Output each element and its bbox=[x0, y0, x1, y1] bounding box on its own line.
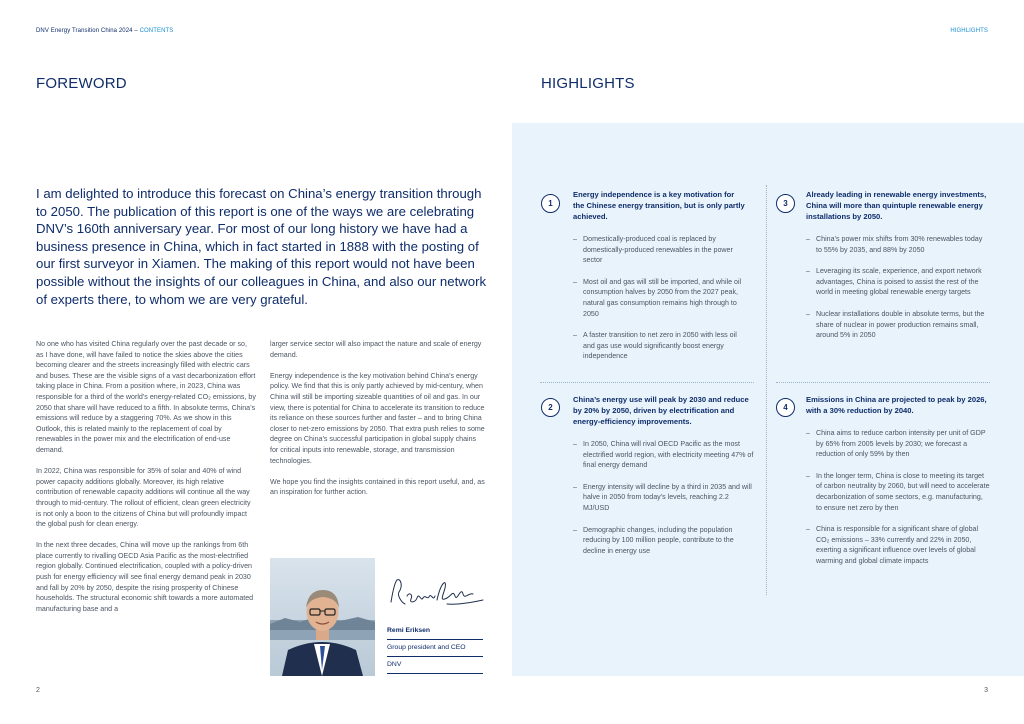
highlight-item-3 bbox=[806, 189, 990, 352]
highlight-number-badge: 2 bbox=[541, 398, 560, 417]
ceo-portrait bbox=[270, 558, 375, 676]
highlight-number-badge: 1 bbox=[541, 194, 560, 213]
page-number-left: 2 bbox=[36, 687, 40, 694]
column-divider bbox=[766, 185, 767, 595]
paragraph: Energy independence is the key motivation behind China’s energy policy. We find that this is only partly achieved by mid-century, when China will still be importing sizeable quantities of oil and gas. In our view, there is potential for China to accelerate its transition to reduce its reliance on these sources further and faster – and to bring China closer to net-zero emissions by 2050. That extra push relies to some degree on China’s successful participation in global supply chains for critical inputs into renewable, storage, and transmission technologies. bbox=[270, 371, 485, 465]
signature-icon bbox=[387, 572, 487, 614]
running-header-left bbox=[36, 28, 173, 34]
list-item: – Domestically-produced coal is replaced by domestically-produced renewables in the power sector bbox=[573, 234, 745, 266]
contents-link[interactable]: CONTENTS bbox=[139, 28, 174, 34]
highlight-item-1 bbox=[573, 189, 745, 373]
list-item: – In 2050, China will rival OECD Pacific as the most electrified world region, with electricity meeting 47% of final energy demand bbox=[573, 439, 757, 471]
page-number-right: 3 bbox=[984, 687, 988, 694]
highlight-bullets bbox=[806, 428, 990, 567]
paragraph: In 2022, China was responsible for 35% of solar and 40% of wind power capacity additions globally. Moreover, its high relative contribution of renewable capacity additions will continue all the way through to mid-century. The rollout of efficient, clean green electricity is not only a boon to the citizens of China but will profoundly impact the global push for clean energy. bbox=[36, 467, 251, 529]
row-divider-right bbox=[776, 382, 990, 383]
list-item: – China’s power mix shifts from 30% renewables today to 55% by 2035, and 88% by 2050 bbox=[806, 234, 990, 255]
paragraph: In the next three decades, China will move up the rankings from 6th place currently to rivalling OECD Asia Pacific as the most-electrified region globally. Continued electrification, coupled with a policy-driven push for energy efficiency will see final energy demand peak in 2030 and fall by 20% by 2050, despite the rising prosperity of Chinese households. The structural economic shift towards a more automated manufacturing base and a bbox=[36, 541, 254, 613]
foreword-column-2 bbox=[270, 339, 485, 509]
paragraph: larger service sector will also impact the nature and scale of energy demand. bbox=[270, 340, 482, 359]
list-item: – In the longer term, China is close to meeting its target of carbon neutrality by 2060, but will need to accelerate decarbonization of some sectors, e.g. manufacturing, to ensure net zero by then bbox=[806, 471, 990, 513]
signer-title: Group president and CEO bbox=[387, 644, 466, 651]
paragraph: No one who has visited China regularly over the past decade or so, as I have done, will have failed to notice the skies above the cities becoming clearer and the streets increasingly filled with electric cars and buses. These are the visible signs of a vast decarbonization effort taking place in China. From a position where, in 2023, China was responsible for a third of the world’s energy-related CO₂ emissions, by 2050 that share will have reduced to a fifth. In absolute terms, China’s emissions will reduce by a staggering 70%. As we show in this Outlook, this is related mainly to the replacement of coal by renewables in the power mix and the electrification of end-use demand. bbox=[36, 340, 256, 454]
paragraph: We hope you find the insights contained in this report useful, and, as an inspiration for further action. bbox=[270, 477, 485, 497]
highlight-heading: Emissions in China are projected to peak by 2026, with a 30% reduction by 2040. bbox=[806, 395, 987, 415]
highlight-heading: Energy independence is a key motivation for the Chinese energy transition, but is only partly achieved. bbox=[573, 190, 745, 221]
portrait-illustration bbox=[270, 558, 375, 676]
signer-name: Remi Eriksen bbox=[387, 627, 431, 634]
list-item: – China aims to reduce carbon intensity per unit of GDP by 65% from 2005 levels by 2030; we forecast a reduction of only 59% by then bbox=[806, 428, 990, 460]
signature bbox=[387, 572, 487, 619]
signature-script: Remi Eriksen bbox=[387, 572, 393, 573]
list-item: – Leveraging its scale, experience, and export network advantages, China is poised to assist the rest of the world in meeting global renewable energy targets bbox=[806, 266, 990, 298]
signature-divider bbox=[387, 673, 483, 674]
foreword-intro: I am delighted to introduce this forecast on China’s energy transition through to 2050. The publication of this report is one of the ways we are celebrating DNV’s 160th anniversary year. For most of our long history we have had a business presence in China, which in fact started in 1888 with the posting of our first surveyor in Xiamen. The making of this report would not have been possible without the insights of our colleagues in China, and also our network of experts there, to whom we are very grateful. bbox=[36, 186, 487, 307]
signature-divider bbox=[387, 656, 483, 657]
highlights-link[interactable]: HIGHLIGHTS bbox=[950, 28, 988, 34]
list-item: – China is responsible for a significant share of global CO₂ emissions – 33% currently and 22% in 2050, exerting a significant influence over levels of global warming and global climate impacts bbox=[806, 524, 990, 566]
highlight-heading: China’s energy use will peak by 2030 and reduce by 20% by 2050, driven by electrification and energy-efficiency improvements. bbox=[573, 395, 749, 426]
row-divider-left bbox=[540, 382, 754, 383]
highlight-number-badge: 3 bbox=[776, 194, 795, 213]
list-item: – Nuclear installations double in absolute terms, but the share of nuclear in power production remains small, around 5% in 2050 bbox=[806, 309, 990, 341]
header-separator: – bbox=[132, 28, 140, 34]
highlight-bullets bbox=[806, 234, 990, 341]
highlight-bullets bbox=[573, 234, 745, 362]
highlight-item-4 bbox=[806, 394, 990, 578]
list-item: – Energy intensity will decline by a third in 2035 and will halve in 2050 from today’s levels, reaching 2.2 MJ/USD bbox=[573, 482, 757, 514]
list-item: – A faster transition to net zero in 2050 with less oil and gas use would significantly boost energy independence bbox=[573, 330, 745, 362]
signer-org: DNV bbox=[387, 661, 402, 668]
signature-divider bbox=[387, 639, 483, 640]
foreword-column-1 bbox=[36, 339, 256, 625]
list-item: – Demographic changes, including the population reducing by 100 million people, contribute to the decline in energy use bbox=[573, 525, 757, 557]
page-title-highlights: HIGHLIGHTS bbox=[541, 75, 635, 92]
highlight-heading: Already leading in renewable energy investments, China will more than quintuple renewable energy installations by 2050. bbox=[806, 190, 987, 221]
highlight-number-badge: 4 bbox=[776, 398, 795, 417]
list-item: – Most oil and gas will still be imported, and while oil consumption halves by 2050 from the 2027 peak, natural gas consumption remains high through to 2050 bbox=[573, 277, 745, 319]
page-title-foreword: FOREWORD bbox=[36, 75, 127, 92]
highlight-bullets bbox=[573, 439, 757, 556]
report-name: DNV Energy Transition China 2024 bbox=[36, 28, 133, 34]
highlight-item-2 bbox=[573, 394, 757, 567]
